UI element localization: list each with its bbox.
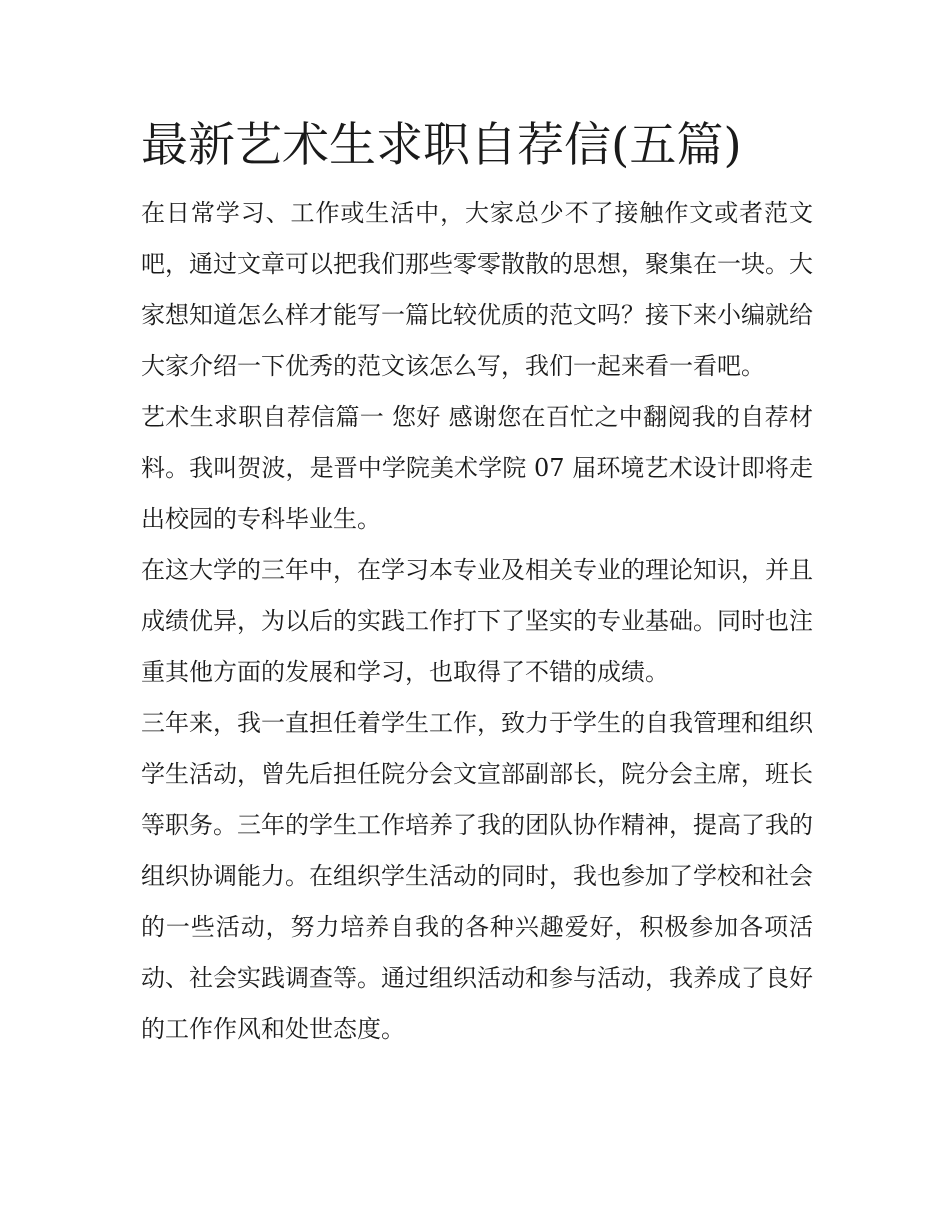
document-page (141, 110, 813, 1055)
paragraph-study: 在这大学的三年中，在学习本专业及相关专业的理论知识，并且成绩优异，为以后的实践工作打下了坚实的专业基础。同时也注重其他方面的发展和学习，也取得了不错的成绩。 (141, 556, 813, 686)
paragraph-intro: 在日常学习、工作或生活中，大家总少不了接触作文或者范文吧，通过文章可以把我们那些零零散散的思想，聚集在一块。大家想知道怎么样才能写一篇比较优质的范文吗？接下来小编就给大家介绍一下优秀的范文该怎么写，我们一起来看一看吧。 (141, 199, 813, 380)
paragraph-greeting: 艺术生求职自荐信篇一 您好 感谢您在百忙之中翻阅我的自荐材料。我叫贺波，是晋中学院美术学院 07 届环境艺术设计即将走出校园的专科毕业生。 (141, 403, 813, 533)
document-title: 最新艺术生求职自荐信(五篇) (141, 118, 742, 173)
paragraph-student-work: 三年来，我一直担任着学生工作，致力于学生的自我管理和组织学生活动，曾先后担任院分会文宣部副部长，院分会主席，班长等职务。三年的学生工作培养了我的团队协作精神，提高了我的组织协调能力。在组织学生活动的同时，我也参加了学校和社会的一些活动，努力培养自我的各种兴趣爱好，积极参加各项活动、社会实践调查等。通过组织活动和参与活动，我养成了良好的工作作风和处世态度。 (141, 709, 813, 1043)
